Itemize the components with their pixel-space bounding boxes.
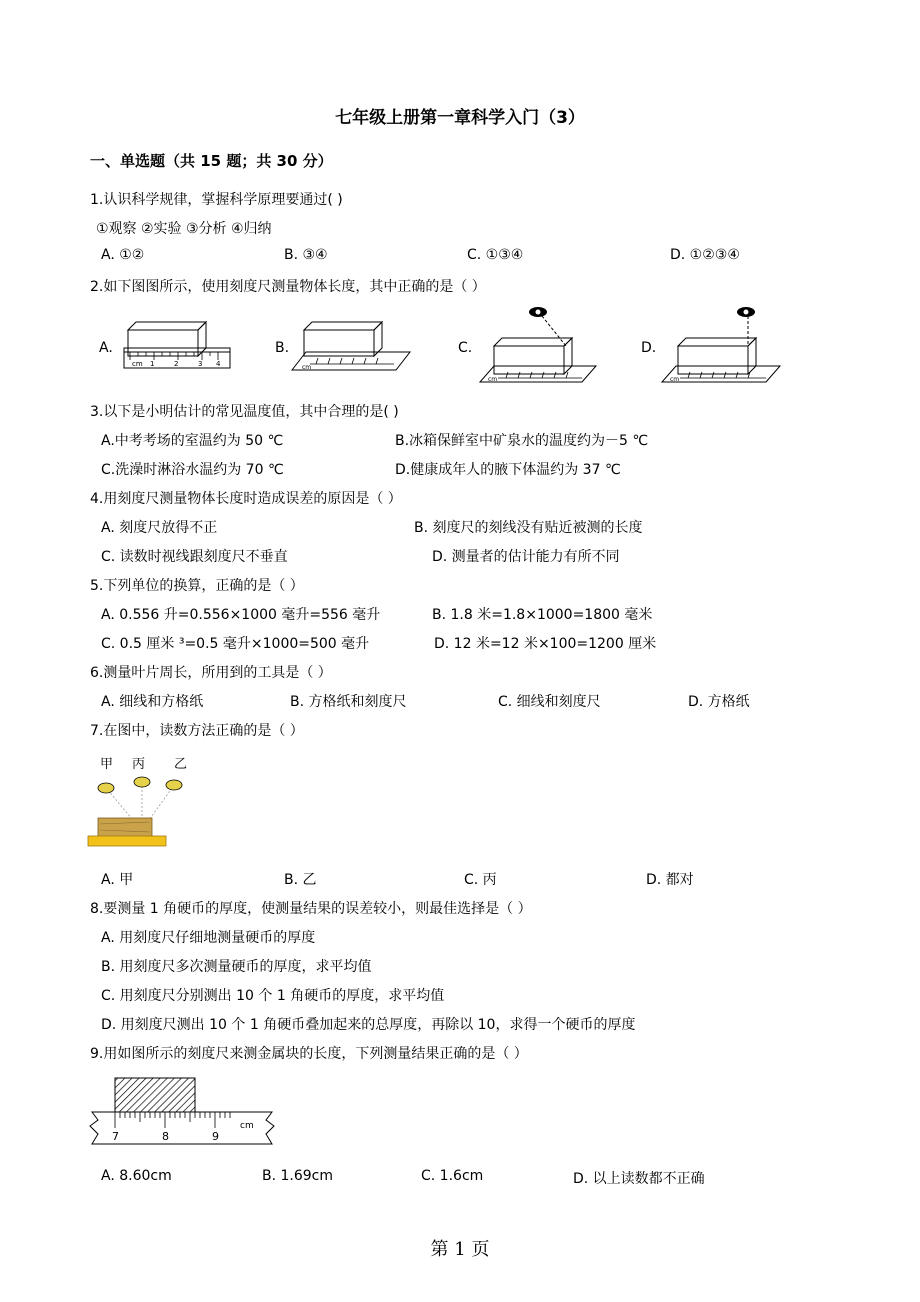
- question-6-stem: 6.测量叶片周长，所用到的工具是（ ）: [90, 665, 332, 681]
- q2-ruler-number: 1: [150, 360, 155, 368]
- q2-ruler-number: 4: [216, 360, 221, 368]
- q9-option-d: D. 以上读数都不正确: [573, 1171, 705, 1187]
- q2-ruler-unit: cm: [670, 376, 680, 383]
- question-9-stem: 9.用如图所示的刻度尺来测金属块的长度，下列测量结果正确的是（ ）: [90, 1046, 528, 1062]
- q2-figure-d: [656, 304, 784, 388]
- q5-option-a: A. 0.556 升=0.556×1000 毫升=556 毫升: [101, 607, 381, 623]
- q3-option-c: C.洗澡时淋浴水温约为 70 ℃: [101, 462, 284, 478]
- q7-option-c: C. 丙: [464, 872, 497, 888]
- q6-option-d: D. 方格纸: [688, 694, 750, 710]
- q5-option-d: D. 12 米=12 米×100=1200 厘米: [434, 636, 657, 652]
- question-3-stem: 3.以下是小明估计的常见温度值，其中合理的是( ): [90, 404, 399, 420]
- q1-option-a: A. ①②: [101, 247, 145, 263]
- q2-fig-label-b: B.: [275, 340, 290, 356]
- q2-ruler-unit: cm: [302, 364, 312, 371]
- q6-option-c: C. 细线和刻度尺: [498, 694, 601, 710]
- q7-option-a: A. 甲: [101, 872, 134, 888]
- q7-option-b: B. 乙: [284, 872, 317, 888]
- page-footer: 第 1 页: [430, 1239, 490, 1260]
- q2-fig-label-d: D.: [641, 340, 657, 356]
- q9-ruler-unit: cm: [240, 1121, 254, 1131]
- q2-ruler-number: 3: [198, 360, 203, 368]
- q7-option-d: D. 都对: [646, 872, 694, 888]
- question-8-stem: 8.要测量 1 角硬币的厚度，使测量结果的误差较小，则最佳选择是（ ）: [90, 901, 532, 917]
- q7-label-yi: 乙: [174, 757, 188, 772]
- q9-option-b: B. 1.69cm: [262, 1168, 334, 1184]
- q3-option-d: D.健康成年人的腋下体温约为 37 ℃: [395, 462, 621, 478]
- q9-ruler-number: 8: [162, 1130, 169, 1143]
- q1-option-c: C. ①③④: [467, 247, 524, 263]
- q8-option-c: C. 用刻度尺分别测出 10 个 1 角硬币的厚度，求平均值: [101, 988, 445, 1004]
- q7-label-bing: 丙: [132, 757, 146, 772]
- q2-ruler-unit: cm: [488, 376, 498, 383]
- q9-option-c: C. 1.6cm: [421, 1168, 484, 1184]
- q2-fig-label-c: C.: [458, 340, 473, 356]
- q8-option-b: B. 用刻度尺多次测量硬币的厚度，求平均值: [101, 959, 372, 975]
- q3-option-a: A.中考考场的室温约为 50 ℃: [101, 433, 284, 449]
- q4-option-c: C. 读数时视线跟刻度尺不垂直: [101, 549, 288, 565]
- q9-figure: [86, 1074, 280, 1152]
- question-5-stem: 5.下列单位的换算，正确的是（ ）: [90, 578, 304, 594]
- q9-option-a: A. 8.60cm: [101, 1168, 172, 1184]
- q7-figure: [86, 752, 196, 854]
- q6-option-a: A. 细线和方格纸: [101, 694, 204, 710]
- q6-option-b: B. 方格纸和刻度尺: [290, 694, 407, 710]
- q1-option-b: B. ③④: [284, 247, 328, 263]
- q7-label-jia: 甲: [100, 757, 114, 772]
- q4-option-d: D. 测量者的估计能力有所不同: [432, 549, 620, 565]
- question-1-items: ①观察 ②实验 ③分析 ④归纳: [96, 221, 272, 237]
- question-4-stem: 4.用刻度尺测量物体长度时造成误差的原因是（ ）: [90, 491, 402, 507]
- q9-ruler-number: 9: [212, 1130, 219, 1143]
- q2-ruler-number: 2: [174, 360, 179, 368]
- page-title: 七年级上册第一章科学入门（3）: [335, 108, 585, 128]
- q8-option-a: A. 用刻度尺仔细地测量硬币的厚度: [101, 930, 316, 946]
- q2-fig-label-a: A.: [99, 340, 113, 356]
- q9-ruler-number: 7: [112, 1130, 119, 1143]
- question-7-stem: 7.在图中，读数方法正确的是（ ）: [90, 723, 304, 739]
- q5-option-b: B. 1.8 米=1.8×1000=1800 毫米: [432, 607, 653, 623]
- q2-figure-b: [288, 318, 414, 376]
- question-2-stem: 2.如下图图所示，使用刻度尺测量物体长度，其中正确的是（ ）: [90, 279, 486, 295]
- section-heading: 一、单选题（共 15 题；共 30 分）: [90, 152, 333, 170]
- q1-option-d: D. ①②③④: [670, 247, 740, 263]
- q2-figure-c: [474, 304, 600, 388]
- q2-figure-a: [118, 318, 236, 376]
- q5-option-c: C. 0.5 厘米 ³=0.5 毫升×1000=500 毫升: [101, 636, 370, 652]
- question-1-stem: 1.认识科学规律，掌握科学原理要通过( ): [90, 192, 343, 208]
- q4-option-a: A. 刻度尺放得不正: [101, 520, 218, 536]
- q8-option-d: D. 用刻度尺测出 10 个 1 角硬币叠加起来的总厚度，再除以 10，求得一个硬币的厚度: [101, 1017, 636, 1033]
- q4-option-b: B. 刻度尺的刻线没有贴近被测的长度: [414, 520, 643, 536]
- q2-ruler-unit: cm: [132, 360, 143, 368]
- q3-option-b: B.冰箱保鲜室中矿泉水的温度约为－5 ℃: [395, 433, 649, 449]
